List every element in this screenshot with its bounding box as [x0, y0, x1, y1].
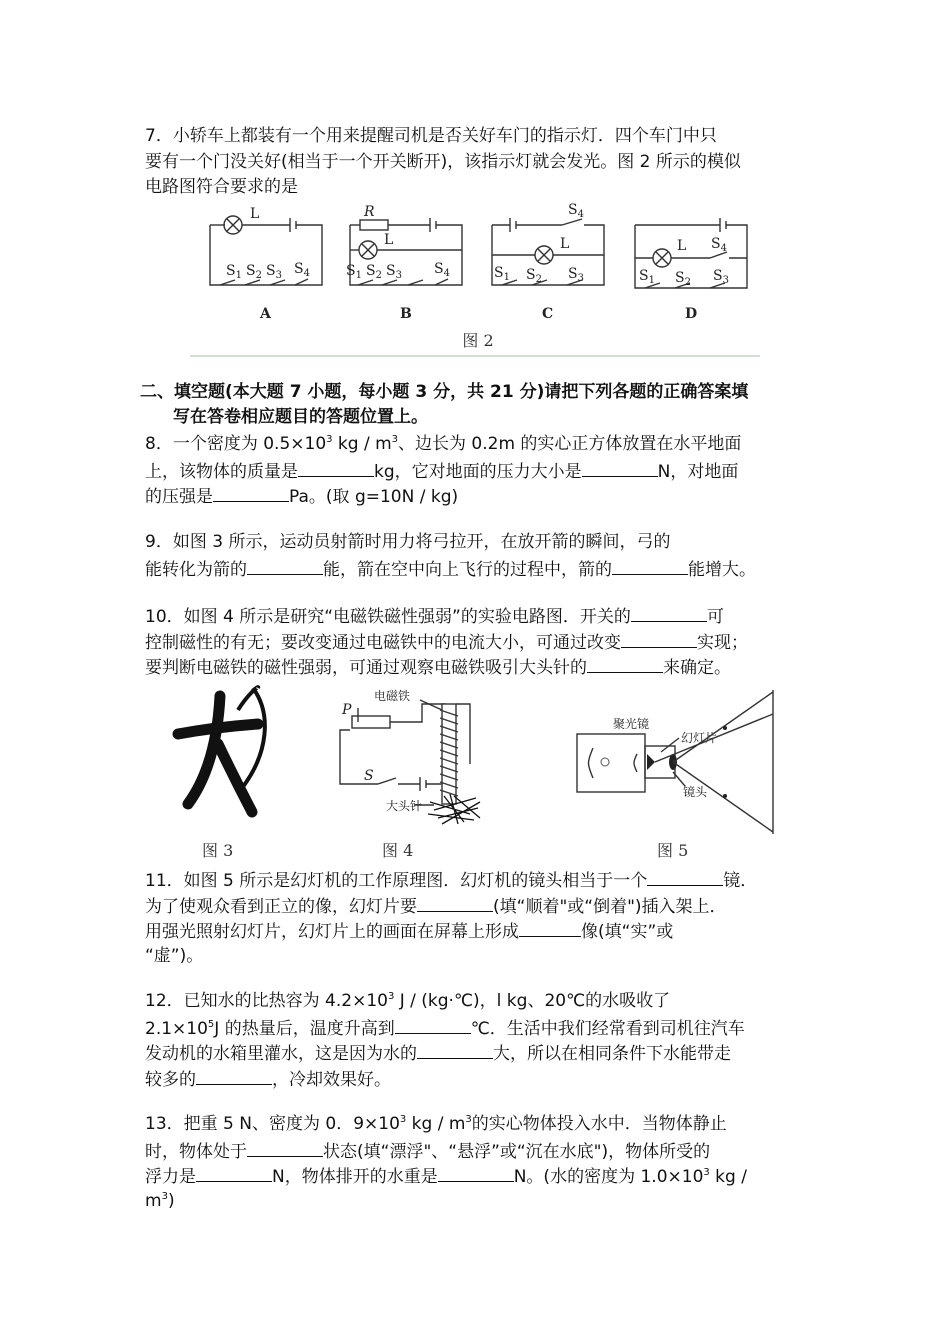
figure-3-caption: 图 3: [202, 841, 234, 860]
q9-blank-1[interactable]: [247, 556, 323, 575]
svg-text:S2: $S_2$: [526, 267, 542, 285]
q13-blank-2[interactable]: [196, 1163, 272, 1182]
svg-text:S2: $S_2$: [246, 263, 262, 281]
figure-5-caption: 图 5: [657, 841, 689, 860]
option-b-label: B: [400, 306, 412, 322]
circuit-d: [635, 218, 747, 322]
q12-blank-2[interactable]: [417, 1040, 493, 1059]
circuit-b-resistor-label: R: [364, 204, 375, 220]
svg-text:S2: $S_2$: [675, 270, 691, 288]
svg-text:S: S: [364, 768, 374, 784]
svg-text:S1: $S_1$: [494, 265, 510, 283]
q10-blank-1[interactable]: [631, 603, 707, 622]
circuit-a: [210, 206, 322, 322]
figure-5-slide-label: 幻灯片: [681, 731, 718, 745]
svg-text:S4: $S_4$: [434, 261, 450, 279]
svg-text:L: L: [560, 236, 570, 252]
svg-text:L: L: [384, 232, 394, 248]
circuit-a-lamp-label: L: [250, 206, 260, 222]
svg-text:S3: $S_3$: [386, 263, 402, 281]
q13-blank-1[interactable]: [247, 1138, 323, 1157]
question-9: 9．如图 3 所示，运动员射箭时用力将弓拉开，在放开箭的瞬间，弓的 能转化为箭的 能，箭在空中向上飞行的过程中，箭的 能增大。: [145, 532, 756, 580]
q11-blank-3[interactable]: [519, 918, 581, 937]
section-2-line-1: 二、填空题(本大题 7 小题，每小题 3 分，共 21 分)请把下列各题的正确答案填: [140, 382, 749, 402]
q12-blank-1[interactable]: [395, 1015, 471, 1034]
option-a-label: A: [260, 306, 271, 322]
figure-5-lens-label: 镜头: [683, 785, 708, 799]
figure-3-archer: [178, 687, 265, 860]
q10-blank-3[interactable]: [587, 654, 663, 673]
question-10: 10．如图 4 所示是研究“电磁铁磁性强弱”的实验电路图．开关的 可 控制磁性的有无；要改变通过电磁铁中的电流大小，可通过改变 实现； 要判断电磁铁的磁性强弱，可通过观察电磁铁吸引大头针的 来确定。: [145, 603, 815, 680]
q8-blank-pressure[interactable]: [213, 483, 289, 502]
circuit-c: [492, 202, 604, 322]
q12-blank-3[interactable]: [196, 1066, 272, 1085]
svg-text:S1: $S_1$: [639, 268, 655, 286]
q10-blank-2[interactable]: [621, 629, 697, 648]
question-7: [145, 124, 815, 201]
q7-line-2: 要有一个门没关好(相当于一个开关断开)，该指示灯就会发光。图 2 所示的模似: [145, 151, 741, 172]
q8-blank-mass[interactable]: [298, 458, 374, 477]
figure-4-pins-label: 大头针: [386, 799, 423, 813]
svg-text:S4: $S_4$: [711, 236, 727, 254]
svg-text:S4: $S_4$: [568, 202, 584, 220]
svg-text:S1: $S_1$: [226, 263, 242, 281]
figure-4-magnet-label: 电磁铁: [374, 689, 411, 703]
q7-line-3: 电路图符合要求的是: [145, 177, 298, 197]
svg-text:S3: $S_3$: [568, 266, 584, 284]
option-d-label: D: [685, 306, 698, 322]
figure-4-electromagnet: [340, 688, 480, 860]
svg-text:S2: $S_2$: [366, 263, 382, 281]
q7-line-1: 7．小轿车上都装有一个用来提醒司机是否关好车门的指示灯．四个车门中只: [145, 126, 717, 146]
figures-3-4-5: [160, 684, 810, 864]
svg-text:L: L: [677, 238, 687, 254]
q13-blank-3[interactable]: [438, 1163, 514, 1182]
figure-4-caption: 图 4: [382, 841, 414, 860]
option-c-label: C: [542, 306, 554, 322]
figure-2-caption: 图 2: [462, 331, 494, 350]
svg-text:S3: $S_3$: [713, 268, 729, 286]
q8-blank-force[interactable]: [582, 458, 658, 477]
svg-text:S1: $S_1$: [346, 263, 362, 281]
section-2-header: [140, 380, 820, 430]
svg-text:S4: $S_4$: [294, 261, 310, 279]
question-8: 8．一个密度为 $0.5\times 10^3$ kg / $m^3$、边长为 0.2m 的实心正方体放置在水平地面 上，该物体的质量是 kg，它对地面的压力大小是 N，对地面 的压强是 Pa。(取 g=10N / kg): [145, 434, 742, 507]
svg-text:S3: $S_3$: [266, 263, 282, 281]
svg-text:P: P: [342, 702, 352, 718]
q11-blank-2[interactable]: [417, 893, 493, 912]
q9-blank-2[interactable]: [612, 556, 688, 575]
question-11: 11．如图 5 所示是幻灯机的工作原理图．幻灯机的镜头相当于一个 镜． 为了使观众看到正立的像，幻灯片要 (填“顺着"或“倒着")插入架上． 用强光照射幻灯片，幻灯片上的画面在屏幕上形成 像(填“实”或 “虚”)。: [145, 867, 815, 969]
section-2-line-2: 写在答卷相应题目的答题位置上。: [173, 407, 428, 427]
figure-5-condenser-label: 聚光镜: [613, 717, 650, 731]
figure-2-circuits: [190, 200, 765, 360]
circuit-b: [346, 204, 462, 322]
figure-5-projector: [577, 690, 773, 860]
question-12: 12．已知水的比热容为 $4.2\times 10^3$ J / (kg·℃)，l kg、20℃的水吸收了 $2.1\times 10^5J$ 的热量后，温度升高到 ℃．生活中我们经常看到司机往汽车 发动机的水箱里灌水，这是因为水的 大，所以在相同条件下水能带走 较多的 ，冷却效果好。: [145, 991, 745, 1090]
question-13: 13．把重 5 N、密度为 0．$9\times 10^3$ kg / $m^3$的实心物体投入水中．当物体静止 时，物体处于 状态(填“漂浮"、“悬浮”或“沉在水底")，物体所受的 浮力是 N，物体排开的水重是 N。(水的密度为 $1.0\times 10^3$ kg / $m^3$): [145, 1114, 747, 1211]
q11-blank-1[interactable]: [647, 867, 723, 886]
